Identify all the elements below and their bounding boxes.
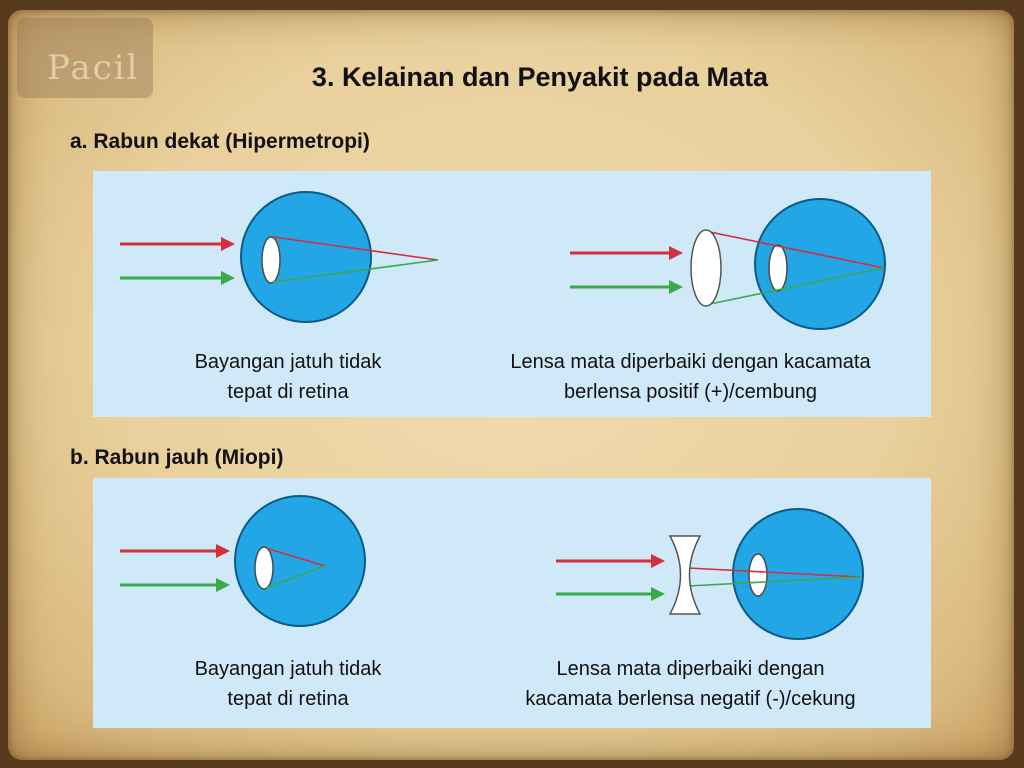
caption-line: tepat di retina xyxy=(227,381,349,403)
green-arrowhead xyxy=(651,587,665,601)
eye-lens xyxy=(769,245,787,291)
diagram-panel-miopi xyxy=(93,478,931,728)
caption-line: tepat di retina xyxy=(227,688,349,710)
eye-lens xyxy=(255,547,273,589)
red-arrowhead xyxy=(651,554,665,568)
diagram-panel-hipermetropi xyxy=(93,171,931,417)
caption-corrected xyxy=(448,654,933,714)
convex-lens xyxy=(691,230,721,306)
logo-text: Pacil xyxy=(47,48,140,88)
concave-lens xyxy=(670,536,700,614)
caption-line: Bayangan jatuh tidak xyxy=(194,658,382,680)
eyeball xyxy=(241,192,371,322)
section-heading-miopi: b. Rabun jauh (Miopi) xyxy=(70,446,284,469)
eye-lens xyxy=(262,237,280,283)
green-arrowhead xyxy=(216,578,230,592)
caption-line: Lensa mata diperbaiki dengan kacamata xyxy=(510,351,871,373)
caption-line: kacamata berlensa negatif (-)/cekung xyxy=(525,688,856,710)
red-arrowhead xyxy=(221,237,235,251)
caption-uncorrected xyxy=(148,347,428,407)
page-title: 3. Kelainan dan Penyakit pada Mata xyxy=(311,62,769,92)
green-arrowhead xyxy=(221,271,235,285)
red-arrowhead xyxy=(216,544,230,558)
red-arrowhead xyxy=(669,246,683,260)
caption-line: berlensa positif (+)/cembung xyxy=(564,381,817,403)
caption-line: Bayangan jatuh tidak xyxy=(194,351,382,373)
section-heading-hipermetropi: a. Rabun dekat (Hipermetropi) xyxy=(70,130,370,153)
eye-lens xyxy=(749,554,767,596)
caption-line: Lensa mata diperbaiki dengan xyxy=(556,658,825,680)
caption-uncorrected xyxy=(148,654,428,714)
eyeball xyxy=(235,496,365,626)
green-arrowhead xyxy=(669,280,683,294)
caption-corrected xyxy=(448,347,933,407)
